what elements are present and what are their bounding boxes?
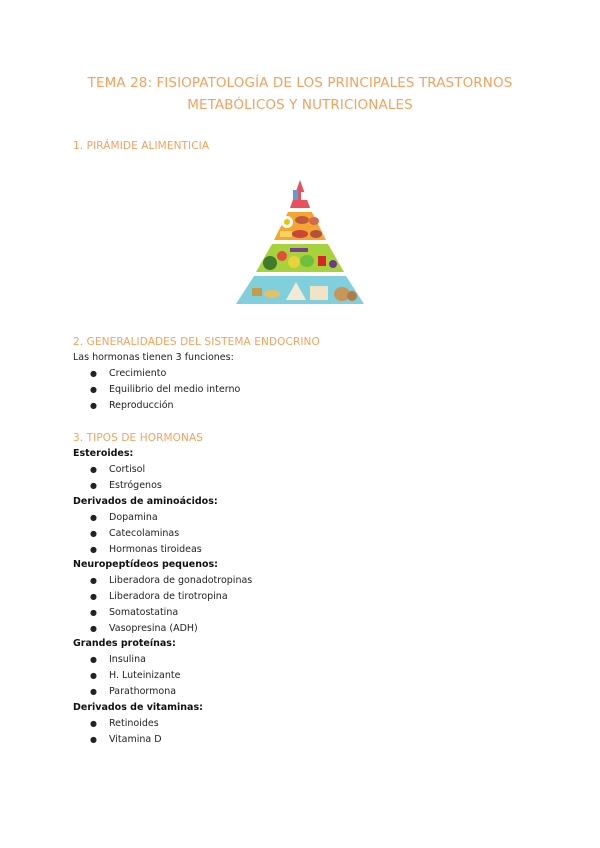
broccoli-icon bbox=[263, 256, 277, 270]
bullet-icon: ● bbox=[90, 655, 97, 664]
list-item: ● Hormonas tiroideas bbox=[90, 544, 202, 555]
bread-slice-icon bbox=[310, 286, 328, 300]
bullet-icon: ● bbox=[90, 576, 97, 585]
list-item: ● Vasopresina (ADH) bbox=[90, 623, 198, 634]
bullet-icon: ● bbox=[90, 671, 97, 680]
list-item: ● Insulina bbox=[90, 654, 146, 665]
pasta-icon bbox=[264, 290, 280, 298]
list-item: ● Cortisol bbox=[90, 464, 146, 475]
section-heading-tipos-hormonas: 3. TIPOS DE HORMONAS bbox=[73, 432, 204, 444]
bullet-icon: ● bbox=[90, 592, 97, 601]
list-item: ● Somatostatina bbox=[90, 607, 179, 618]
list-item: ● H. Luteinizante bbox=[90, 670, 181, 681]
bullet-icon: ● bbox=[90, 687, 97, 696]
group-label-aminoacidos: Derivados de aminoácidos: bbox=[73, 496, 218, 507]
food-pyramid-image bbox=[230, 178, 370, 308]
paragraph-funciones: Las hormonas tienen 3 funciones: bbox=[73, 352, 234, 363]
list-item: ● Liberadora de tirotropina bbox=[90, 591, 228, 602]
list-item: ● Liberadora de gonadotropinas bbox=[90, 575, 253, 586]
list-item: ● Catecolaminas bbox=[90, 528, 180, 539]
list-item: ● Crecimiento bbox=[90, 368, 167, 379]
group-label-neuropeptideos: Neuropeptídeos pequenos: bbox=[73, 559, 218, 570]
pepper-icon bbox=[318, 256, 326, 266]
fish-icon bbox=[292, 230, 308, 238]
group-label-vitaminas: Derivados de vitaminas: bbox=[73, 702, 203, 713]
group-label-esteroides: Esteroides: bbox=[73, 448, 134, 459]
list-item: ● Reproducción bbox=[90, 400, 174, 411]
bullet-icon: ● bbox=[90, 735, 97, 744]
bullet-icon: ● bbox=[90, 401, 97, 410]
section-heading-piramide: 1. PIRÁMIDE ALIMENTICIA bbox=[73, 140, 210, 152]
title-line-2: METABÓLICOS Y NUTRICIONALES bbox=[187, 97, 413, 113]
list-item: ● Retinoides bbox=[90, 718, 159, 729]
bottle-icon bbox=[293, 190, 298, 200]
bullet-icon: ● bbox=[90, 545, 97, 554]
bullet-icon: ● bbox=[90, 385, 97, 394]
list-item: ● Parathormona bbox=[90, 686, 177, 697]
list-item: ● Vitamina D bbox=[90, 734, 162, 745]
cheese-icon bbox=[280, 231, 292, 237]
bullet-icon: ● bbox=[90, 719, 97, 728]
bullet-icon: ● bbox=[90, 369, 97, 378]
bullet-icon: ● bbox=[90, 624, 97, 633]
list-item: ● Estrógenos bbox=[90, 480, 162, 491]
bullet-icon: ● bbox=[90, 529, 97, 538]
lettuce-icon bbox=[300, 255, 314, 267]
bullet-icon: ● bbox=[90, 465, 97, 474]
meat-icon bbox=[295, 216, 309, 224]
candy-icon bbox=[301, 192, 307, 200]
list-item: ● Dopamina bbox=[90, 512, 158, 523]
list-item: ● Equilibrio del medio interno bbox=[90, 384, 241, 395]
grapes-icon bbox=[329, 260, 337, 268]
section-heading-endocrino: 2. GENERALIDADES DEL SISTEMA ENDOCRINO bbox=[73, 336, 320, 348]
document-title bbox=[0, 72, 600, 116]
group-label-grandes-proteinas: Grandes proteínas: bbox=[73, 638, 176, 649]
title-line-1: TEMA 28: FISIOPATOLOGÍA DE LOS PRINCIPALES TRASTORNOS bbox=[87, 75, 513, 91]
bullet-icon: ● bbox=[90, 513, 97, 522]
bullet-icon: ● bbox=[90, 481, 97, 490]
bullet-icon: ● bbox=[90, 608, 97, 617]
pear-icon bbox=[288, 256, 300, 268]
cereal-icon bbox=[252, 288, 262, 296]
tomato-icon bbox=[277, 251, 287, 261]
